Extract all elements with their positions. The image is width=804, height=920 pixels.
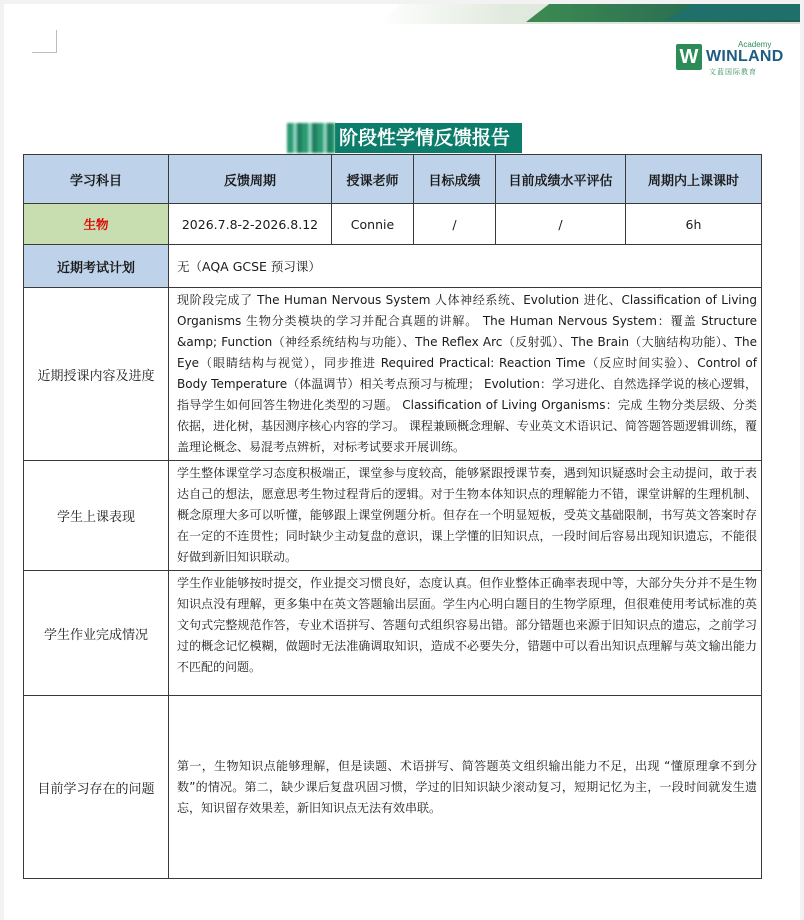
report-title-text: 阶段性学情反馈报告 xyxy=(335,123,522,153)
homework-label: 学生作业完成情况 xyxy=(24,571,169,696)
hours-cell: 6h xyxy=(626,204,762,245)
header-target: 目标成绩 xyxy=(414,155,496,204)
logo-academy-text: Academy xyxy=(738,40,772,49)
subject-cell: 生物 xyxy=(24,204,169,245)
crop-mark xyxy=(32,30,57,53)
target-cell: / xyxy=(414,204,496,245)
homework-row xyxy=(24,571,762,696)
table-header-row xyxy=(24,155,762,204)
header-teacher: 授课老师 xyxy=(332,155,414,204)
header-subject: 学习科目 xyxy=(24,155,169,204)
current-level-cell: / xyxy=(496,204,626,245)
period-cell: 2026.7.8-2-2026.8.12 xyxy=(169,204,332,245)
homework-text: 学生作业能够按时提交，作业提交习惯良好，态度认真。但作业整体正确率表现中等，大部分失分并不是生物知识点没有理解，更多集中在英文答题输出层面。学生内心明白题目的生物学原理，但很难使用考试标准的英文句式完整规范作答，专业术语拼写、答题句式组织容易出错。部分错题也来源于旧知识点的遗忘，之前学习过的概念记忆模糊，做题时无法准确调取知识，造成不必要失分，错题中可以看出知识点理解与英文输出能力不匹配的问题。 xyxy=(169,571,762,696)
feedback-table xyxy=(23,154,762,879)
redacted-name xyxy=(287,123,335,153)
logo-mark-icon: W xyxy=(676,44,702,70)
logo-name-text: WINLAND xyxy=(706,48,784,65)
header-band xyxy=(376,4,800,26)
performance-label: 学生上课表现 xyxy=(24,461,169,571)
exam-plan-label: 近期考试计划 xyxy=(24,245,169,288)
report-title xyxy=(287,122,522,154)
issues-label: 目前学习存在的问题 xyxy=(24,696,169,879)
performance-row xyxy=(24,461,762,571)
teacher-cell: Connie xyxy=(332,204,414,245)
winland-logo xyxy=(676,40,786,80)
table-row xyxy=(24,204,762,245)
issues-text: 第一，生物知识点能够理解，但是读题、术语拼写、简答题英文组织输出能力不足，出现 “懂原理拿不到分数”的情况。第二，缺少课后复盘巩固习惯，学过的旧知识缺少滚动复习，短期记忆为主，一段时间就发生遗忘，知识留存效果差，新旧知识点无法有效串联。 xyxy=(169,696,762,879)
progress-label: 近期授课内容及进度 xyxy=(24,288,169,461)
performance-text: 学生整体课堂学习态度积极端正，课堂参与度较高，能够紧跟授课节奏，遇到知识疑惑时会主动提问，敢于表达自己的想法，愿意思考生物过程背后的逻辑。对于生物本体知识点的理解能力不错，课堂讲解的生理机制、概念原理大多可以听懂，能够跟上课堂例题分析。但存在一个明显短板，受英文基础限制，书写英文答案时存在一定的不连贯性；同时缺少主动复盘的意识，课上学懂的旧知识点，一段时间后容易出现知识遗忘，不能很好做到新旧知识联动。 xyxy=(169,461,762,571)
header-current-level: 目前成绩水平评估 xyxy=(496,155,626,204)
header-period: 反馈周期 xyxy=(169,155,332,204)
header-hours: 周期内上课课时 xyxy=(626,155,762,204)
logo-sub-text: 文蓝国际教育 xyxy=(709,68,757,76)
issues-row xyxy=(24,696,762,879)
exam-plan-value: 无（AQA GCSE 预习课） xyxy=(169,245,762,288)
progress-row xyxy=(24,288,762,461)
progress-text: 现阶段完成了 The Human Nervous System 人体神经系统、Evolution 进化、Classification of Living Organisms 生物分类模块的学习并配合真题的讲解。 The Human Nervous System：覆盖 Structure &amp; Function（神经系统结构与功能）、The Reflex Arc（反射弧）、The Brain（大脑结构功能）、The Eye（眼睛结构与视觉），同步推进 Required Practical: Reaction Time（反应时间实验）、Control of Body Temperature（体温调节）相关考点预习与梳理； Evolution：学习进化、自然选择学说的核心逻辑，指导学生如何回答生物进化类型的习题。 Classification of Living Organisms：完成 生物分类层级、分类依据，进化树，基因测序核心内容的学习。 课程兼顾概念理解、专业英文术语识记、简答题答题逻辑训练，覆盖理论概念、易混考点辨析，对标考试要求开展训练。 xyxy=(169,288,762,461)
exam-plan-row xyxy=(24,245,762,288)
